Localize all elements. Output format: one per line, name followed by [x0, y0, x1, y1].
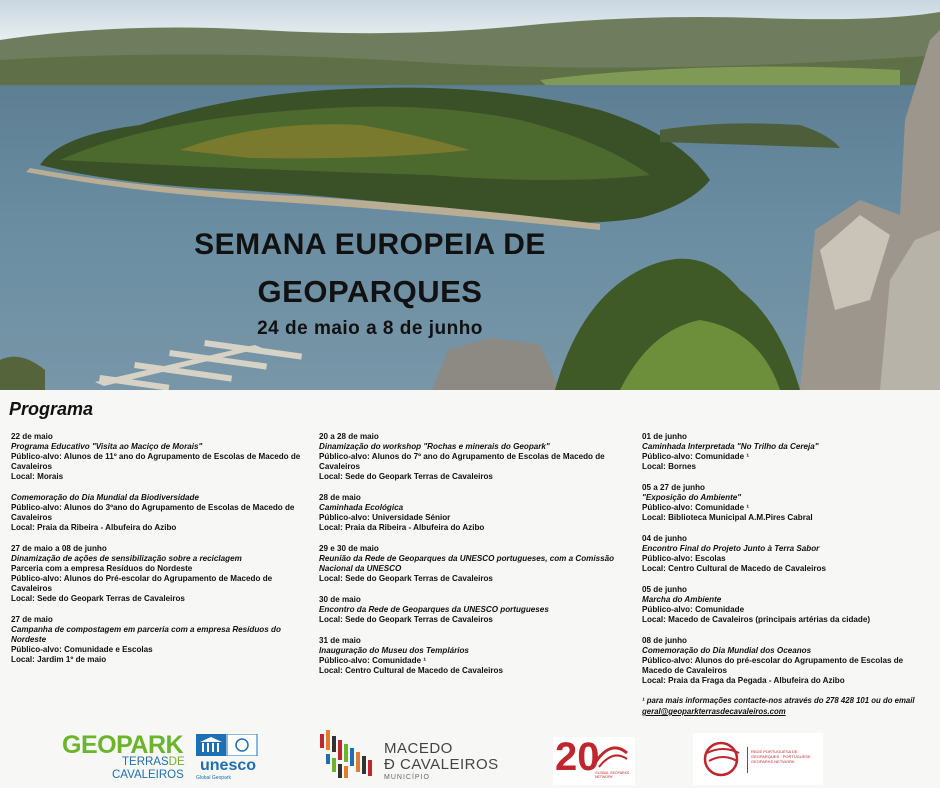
- program-event: [642, 432, 934, 472]
- unesco-wordmark: unesco: [200, 757, 257, 774]
- event-date: 28 de maio: [319, 492, 361, 502]
- portuguese-geoparks-network-logo: [693, 733, 823, 785]
- event-detail: Local: Sede do Geopark Terras de Cavaleiros: [319, 574, 493, 584]
- divider: [747, 747, 748, 773]
- geopark-de-text: DE: [168, 756, 185, 768]
- event-date: 22 de maio: [11, 432, 53, 441]
- macedo-line3: MUNICÍPIO: [384, 774, 430, 781]
- program-event: [642, 585, 934, 625]
- event-date: 27 de maio: [11, 614, 53, 624]
- event-detail: Local: Praia da Fraga da Pegada - Albufeira do Azibo: [642, 675, 845, 685]
- event-detail: Público-alvo: Alunos do 7º ano do Agrupamento de Escolas de Macedo de Cavaleiros: [319, 452, 605, 472]
- geopark-cavaleiros-text: CAVALEIROS: [112, 769, 184, 781]
- event-title: Caminhada Ecológica: [319, 503, 404, 513]
- event-detail: Público-alvo: Escolas: [642, 553, 726, 563]
- event-detail: Público-alvo: Alunos do pré-escolar do Agrupamento de Escolas de Macedo de Cavaleiros: [642, 655, 904, 675]
- event-date: 05 a 27 de junho: [642, 482, 705, 492]
- event-date: 31 de maio: [319, 635, 361, 645]
- globe-swirl-icon: [593, 743, 629, 769]
- event-detail: Público-alvo: Alunos do 3ºano do Agrupamento de Escolas de Macedo de Cavaleiros: [11, 503, 295, 523]
- program-column-2: [319, 432, 624, 686]
- portugal-network-text: REDE PORTUGUESA DE GEOPARQUES · PORTUGUESE GEOPARKS NETWORK: [751, 749, 811, 764]
- event-detail: Local: Macedo de Cavaleiros (principais artérias da cidade): [642, 614, 871, 624]
- event-detail: Local: Jardim 1º de maio: [11, 655, 107, 665]
- event-dates: 24 de maio a 8 de junho: [257, 318, 483, 339]
- event-title: Encontro da Rede de Geoparques da UNESCO portugueses: [319, 604, 549, 614]
- event-detail: Local: Sede do Geopark Terras de Cavaleiros: [11, 594, 185, 604]
- program-event: [319, 636, 624, 676]
- event-detail: Local: Centro Cultural de Macedo de Cavaleiros: [319, 665, 503, 675]
- event-detail: Local: Morais: [11, 472, 64, 482]
- program-event: [319, 595, 624, 625]
- program-column-1: [11, 432, 301, 676]
- event-date: 05 de junho: [642, 584, 687, 594]
- event-date: 30 de maio: [319, 594, 361, 604]
- event-detail: Local: Sede do Geopark Terras de Cavaleiros: [319, 472, 493, 482]
- event-title: Comemoração do Dia Mundial da Biodiversidade: [11, 492, 199, 502]
- macedo-de-cavaleiros-municipio-logo: [318, 728, 508, 784]
- geopark-wordmark: GEOPARK: [62, 731, 184, 759]
- mosaic-logo-icon: [318, 730, 376, 782]
- event-title-line1: SEMANA EUROPEIA DE: [194, 228, 546, 261]
- event-date: 20 a 28 de maio: [319, 432, 379, 441]
- event-title: "Exposição do Ambiente": [642, 492, 742, 502]
- twenty-numeral: 20: [555, 735, 600, 779]
- event-detail: Local: Praia da Ribeira - Albufeira do Azibo: [319, 523, 485, 533]
- program-event: [319, 432, 624, 482]
- program-event: [319, 493, 624, 533]
- event-detail: Local: Bornes: [642, 462, 696, 472]
- program-event: [642, 636, 934, 686]
- macedo-line1: MACEDO: [384, 740, 453, 757]
- program-event: [642, 534, 934, 574]
- event-detail: Público-alvo: Comunidade: [642, 604, 745, 614]
- event-title: Caminhada Interpretada "No Trilho da Cereja": [642, 442, 819, 452]
- program-event: [11, 493, 301, 533]
- contact-note-text: ¹ para mais informações contacte-nos através do 278 428 101 ou do email: [642, 696, 915, 706]
- event-detail: Público-alvo: Comunidade ¹: [319, 655, 427, 665]
- program-heading: Programa: [9, 399, 94, 419]
- event-title: Reunião da Rede de Geoparques da UNESCO portugueses, com a Comissão Nacional da UNESCO: [319, 553, 615, 574]
- globe-swirl-icon: [701, 739, 743, 779]
- event-detail: Parceria com a empresa Resíduos do Nordeste: [11, 564, 193, 574]
- event-detail: Público-alvo: Comunidade ¹: [642, 452, 750, 462]
- event-title: Dinamização de ações de sensibilização sobre a reciclagem: [11, 553, 242, 563]
- program-event: [642, 483, 934, 523]
- contact-email-link[interactable]: geral@geoparkterrasdecavaleiros.com: [642, 706, 786, 716]
- event-title: Comemoração do Dia Mundial dos Oceanos: [642, 645, 812, 655]
- program-event: [11, 544, 301, 605]
- event-detail: Público-alvo: Comunidade e Escolas: [11, 645, 153, 655]
- program-column-3: [642, 432, 934, 717]
- program-event: [319, 544, 624, 584]
- event-detail: Público-alvo: Alunos do Pré-escolar do Agrupamento de Macedo de Cavaleiros: [11, 574, 273, 594]
- event-title: Inauguração do Museu dos Templários: [319, 645, 469, 655]
- geopark-terras-de-cavaleiros-logo: [62, 731, 262, 783]
- global-geoparks-20-logo: [553, 737, 635, 785]
- twenty-subtitle: GLOBAL GEOPARKS NETWORK: [595, 771, 630, 779]
- event-detail: Local: Praia da Ribeira - Albufeira do Azibo: [11, 523, 177, 533]
- event-date: 27 de maio a 08 de junho: [11, 543, 107, 553]
- contact-note: [642, 696, 934, 717]
- program-event: [11, 432, 301, 482]
- program-event: [11, 615, 301, 665]
- event-date: 04 de junho: [642, 533, 687, 543]
- event-title: Marcha do Ambiente: [642, 594, 722, 604]
- unesco-subtitle: Global Geopark: [196, 775, 232, 781]
- geopark-terras-text: TERRAS: [122, 756, 169, 768]
- event-date: 29 e 30 de maio: [319, 543, 379, 553]
- event-detail: Local: Biblioteca Municipal A.M.Pires Cabral: [642, 513, 813, 523]
- event-title: Encontro Final do Projeto Junto à Terra Sabor: [642, 543, 820, 553]
- event-detail: Público-alvo: Comunidade ¹: [642, 503, 750, 513]
- event-title: Campanha de compostagem em parceria com a empresa Resíduos do Nordeste: [11, 625, 281, 645]
- event-detail: Público-alvo: Alunos de 11º ano do Agrupamento de Escolas de Macedo de Cavaleiros: [11, 452, 301, 472]
- event-date: 01 de junho: [642, 432, 687, 441]
- event-detail: Público-alvo: Universidade Sénior: [319, 513, 451, 523]
- event-title-line2: GEOPARQUES: [257, 274, 483, 309]
- event-title: Dinamização do workshop "Rochas e minerais do Geopark": [319, 442, 550, 452]
- event-detail: Local: Centro Cultural de Macedo de Cavaleiros: [642, 564, 826, 574]
- event-detail: Local: Sede do Geopark Terras de Cavaleiros: [319, 614, 493, 624]
- event-title: Programa Educativo "Visita ao Maciço de Morais": [11, 442, 203, 452]
- event-date: 08 de junho: [642, 635, 687, 645]
- unesco-temple-icon: [196, 734, 258, 756]
- macedo-line2: Đ CAVALEIROS: [384, 756, 499, 773]
